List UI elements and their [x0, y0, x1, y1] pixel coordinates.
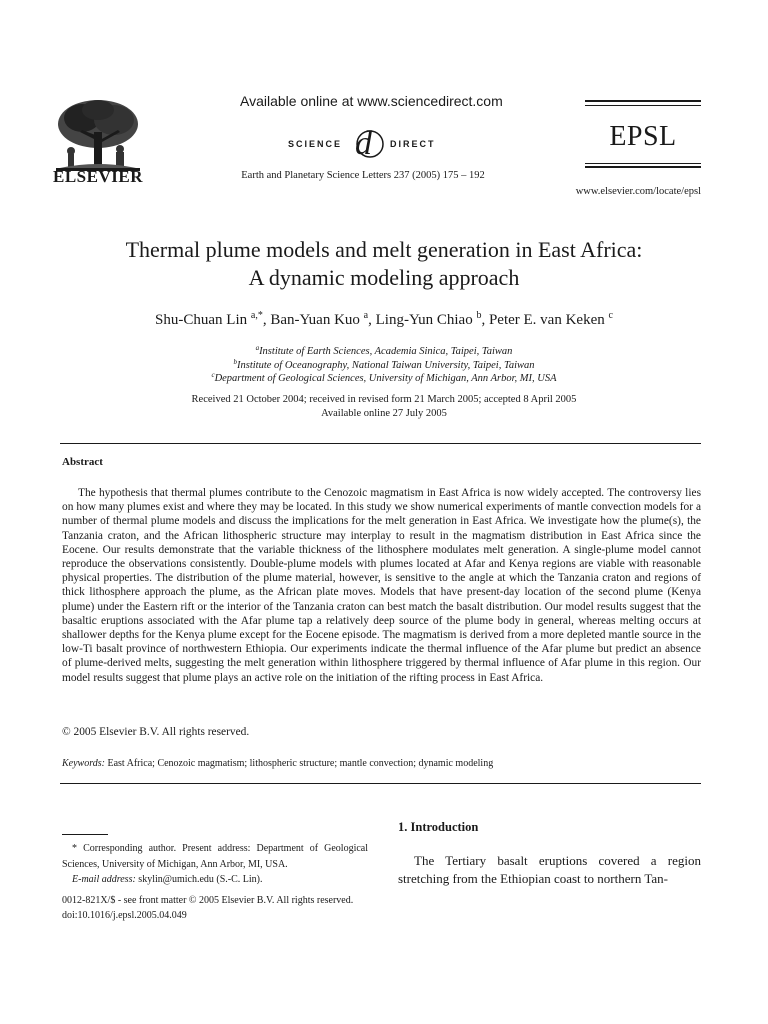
email-label: E-mail address: [72, 874, 136, 885]
footnote-rule [62, 834, 108, 835]
sd-logo-right-text: DIRECT [390, 139, 436, 149]
abstract-copyright: © 2005 Elsevier B.V. All rights reserved. [62, 726, 250, 738]
corresponding-author-footnote [62, 841, 368, 888]
footnote-marker: * [72, 843, 77, 854]
author-name: Peter E. van Keken [488, 312, 605, 328]
author-name: Shu-Chuan Lin [155, 312, 248, 328]
epsl-rule-bottom-thin [585, 163, 701, 164]
sd-logo-mark: d [355, 125, 372, 162]
introduction-heading: 1. Introduction [398, 820, 479, 834]
author-name: Ling-Yun Chiao [375, 312, 473, 328]
affiliation-mark: c [211, 371, 215, 379]
author-separator: , [481, 312, 489, 328]
received-dates: Received 21 October 2004; received in revised form 21 March 2005; accepted 8 April 2005 [191, 394, 577, 405]
journal-citation: Earth and Planetary Science Letters 237 (2005) 175 – 192 [241, 170, 485, 181]
author-affiliation-mark[interactable]: a,* [250, 310, 263, 321]
author-affiliation-mark[interactable]: a [363, 310, 369, 321]
available-online-date: Available online 27 July 2005 [321, 407, 447, 419]
article-title [60, 236, 708, 292]
epsl-rule-top [585, 100, 701, 102]
affiliation-mark: b [233, 357, 237, 366]
front-matter-line: 0012-821X/$ - see front matter © 2005 Elsevier B.V. All rights reserved. [62, 895, 354, 906]
epsl-rule-top-thin [585, 105, 701, 106]
author-separator: , [368, 312, 376, 328]
author-name: Ban-Yuan Kuo [270, 312, 360, 328]
affiliation-line [60, 372, 708, 386]
front-matter-info [62, 893, 402, 923]
abstract-body [62, 486, 701, 685]
article-title-line-1: Thermal plume models and melt generation in East Africa: [125, 237, 643, 262]
affiliation-list [60, 345, 708, 386]
article-title-line-2: A dynamic modeling approach [248, 265, 520, 290]
article-history [60, 393, 708, 420]
author-list [60, 312, 708, 329]
journal-url-link[interactable]: www.elsevier.com/locate/epsl [575, 186, 701, 197]
epsl-rule-bottom [585, 166, 701, 168]
email-link[interactable]: skylin@umich.edu (S.-C. Lin). [138, 874, 263, 885]
affiliation-text: Institute of Earth Sciences, Academia Sinica, Taipei, Taiwan [259, 346, 513, 357]
affiliation-text: Department of Geological Sciences, University of Michigan, Ann Arbor, MI, USA [214, 373, 557, 384]
available-online-banner: Available online at www.sciencedirect.com [240, 93, 503, 109]
affiliation-line [60, 345, 708, 359]
affiliation-text: Institute of Oceanography, National Taiwan University, Taipei, Taiwan [236, 359, 535, 371]
author-separator: , [262, 312, 271, 328]
footnote-corresponding [62, 841, 368, 872]
affiliation-line [60, 359, 708, 373]
affiliation-mark: a [255, 344, 260, 352]
abstract-heading: Abstract [62, 456, 103, 468]
divider [60, 783, 701, 784]
introduction-body [398, 852, 701, 888]
publisher-name: ELSEVIER [53, 167, 143, 186]
author-affiliation-mark[interactable]: c [608, 310, 613, 321]
sd-logo-left-text: SCIENCE [288, 139, 343, 149]
footnote-corresponding-text: Corresponding author. Present address: Department of Geological Sciences, University of Michigan, Ann Arbor, MI, USA. [62, 843, 369, 870]
journal-abbreviation: EPSL [609, 121, 677, 152]
abstract-paragraph: The hypothesis that thermal plumes contribute to the Cenozoic magmatism in East Africa is now widely accepted. The controversy lies on how many plumes exist and where they may be located. In this study we show numerical experiments of mantle convection models for a number of thermal plume models and discuss the implications for the melt generation in East Africa. We investigate how the plume(s), the Tanzania craton, and the African lithospheric structure may interplay to result in the magmatism distribution in East Africa since the Eocene. Our results demonstrate that the variable thickness of the lithosphere modulates melt generation. A single-plume model cannot reproduce the observations consistently. Double-plume models with plumes located at Afar and Kenya regions are viable with reasonable physical properties. The distribution of the plume material, however, is sensitive to the angle at which the Tanzania craton and regions of thick lithosphere approach the plume, as the African plate moves. Models that have present-day location of the second plume (Kenya plume) under the Eastern rift or the interior of the Tanzania craton can best match the basalt distribution. Our model results suggest that the basaltic eruptions associated with the Afar plume tap a relatively deep source of the plume body in general, whereas melting occurs at shallower depths for the Kenya plume except for the Eocene episode. The magmatism is derived from a more depleted mantle source in the low-Ti basalt province of northwestern Ethiopia. Our experiments indicate the thermal influence of the Afar plume but predict an absence of plume-derived melts, suggesting the melt generation within lithosphere triggered by thermal influence of Afar plume in this region. Our model results suggest that plume plays an active role on the initiation of the rifting process in East Africa. [62, 487, 701, 684]
introduction-paragraph: The Tertiary basalt eruptions covered a region stretching from the Ethiopian coast to northern Tan- [398, 853, 701, 886]
keywords-line [62, 758, 701, 769]
divider [60, 443, 701, 444]
science-direct-logo-icon [286, 120, 466, 164]
doi-link[interactable]: doi:10.1016/j.epsl.2005.04.049 [62, 910, 187, 921]
author-affiliation-mark[interactable]: b [476, 310, 482, 321]
keywords-label: Keywords: [62, 758, 105, 769]
keywords-list: East Africa; Cenozoic magmatism; lithospheric structure; mantle convection; dynamic modeling [107, 758, 494, 769]
footnote-email [62, 872, 368, 888]
